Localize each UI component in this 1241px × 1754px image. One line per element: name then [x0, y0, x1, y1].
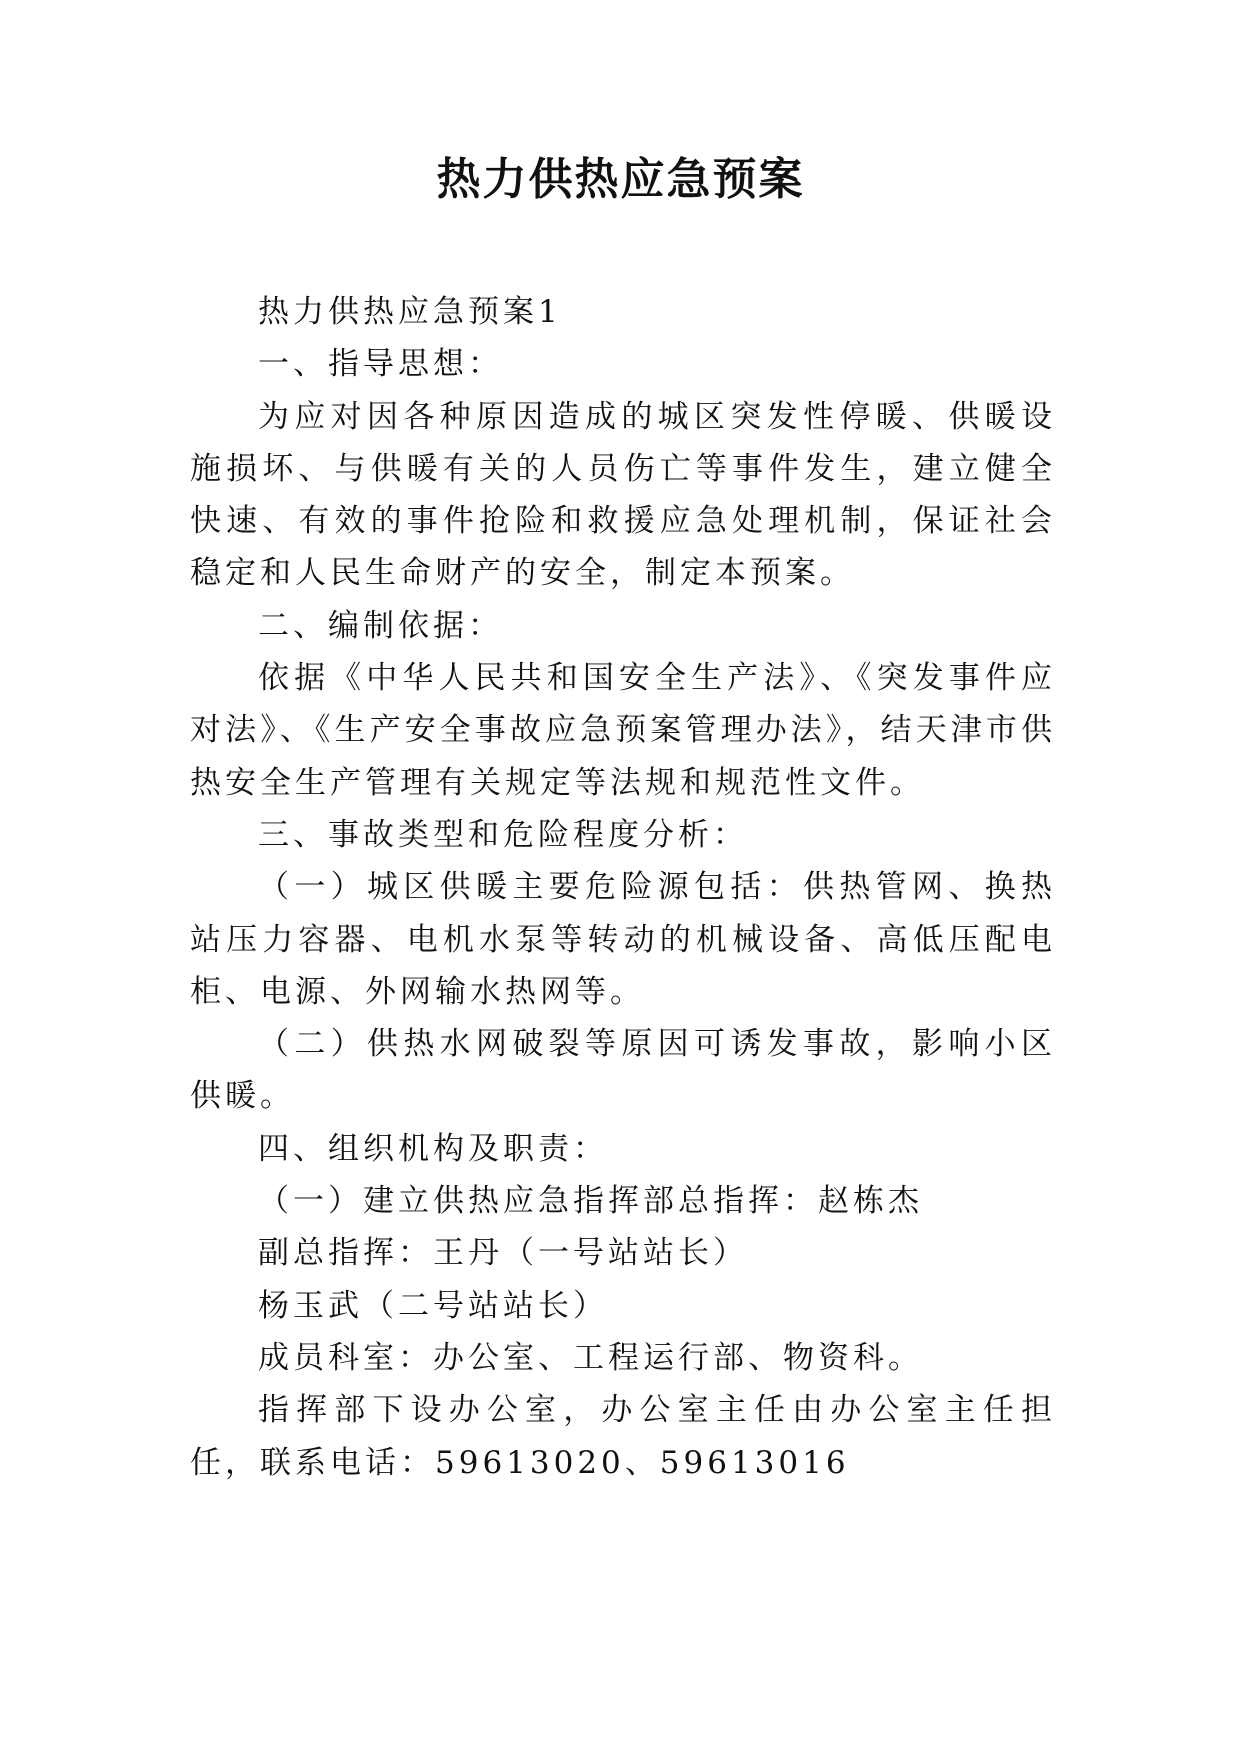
paragraph-risk-sources: （一）城区供暖主要危险源包括：供热管网、换热站压力容器、电机水泵等转动的机械设备、高低压配电柜、电源、外网输水热网等。: [190, 869, 1056, 1010]
paragraph-basis: 依据《中华人民共和国安全生产法》、《突发事件应对法》、《生产安全事故应急预案管理办法》，结天津市供热安全生产管理有关规定等法规和规范性文件。: [190, 660, 1056, 801]
paragraph-deputy-commander: 副总指挥：王丹（一号站站长）: [258, 1235, 748, 1272]
paragraph-guiding-ideology: 为应对因各种原因造成的城区突发性停暖、供暖设施损坏、与供暖有关的人员伤亡等事件发生，建立健全快速、有效的事件抢险和救援应急处理机制，保证社会稳定和人民生命财产的安全，制定本预案。: [190, 398, 1056, 592]
paragraph-deputy-commander-2: 杨玉武（二号站站长）: [258, 1287, 608, 1324]
section-heading-risk-analysis: 三、事故类型和危险程度分析：: [258, 816, 748, 853]
section-heading-organization: 四、组织机构及职责：: [258, 1130, 608, 1167]
paragraph-commander: （一）建立供热应急指挥部总指挥：赵栋杰: [258, 1183, 923, 1220]
paragraph-risk-accident: （二）供热水网破裂等原因可诱发事故，影响小区供暖。: [190, 1026, 1056, 1115]
section-heading-guiding-ideology: 一、指导思想：: [258, 346, 503, 383]
document-body: [190, 286, 1056, 1489]
section-heading-basis: 二、编制依据：: [258, 607, 503, 644]
paragraph-heading-1: 热力供热应急预案1: [258, 294, 562, 330]
paragraph-member-departments: 成员科室：办公室、工程运行部、物资科。: [258, 1339, 923, 1376]
paragraph-office-contact: 指挥部下设办公室，办公室主任由办公室主任担任，联系电话：59613020、59613016: [190, 1392, 1056, 1481]
page-title: 热力供热应急预案: [436, 154, 805, 205]
